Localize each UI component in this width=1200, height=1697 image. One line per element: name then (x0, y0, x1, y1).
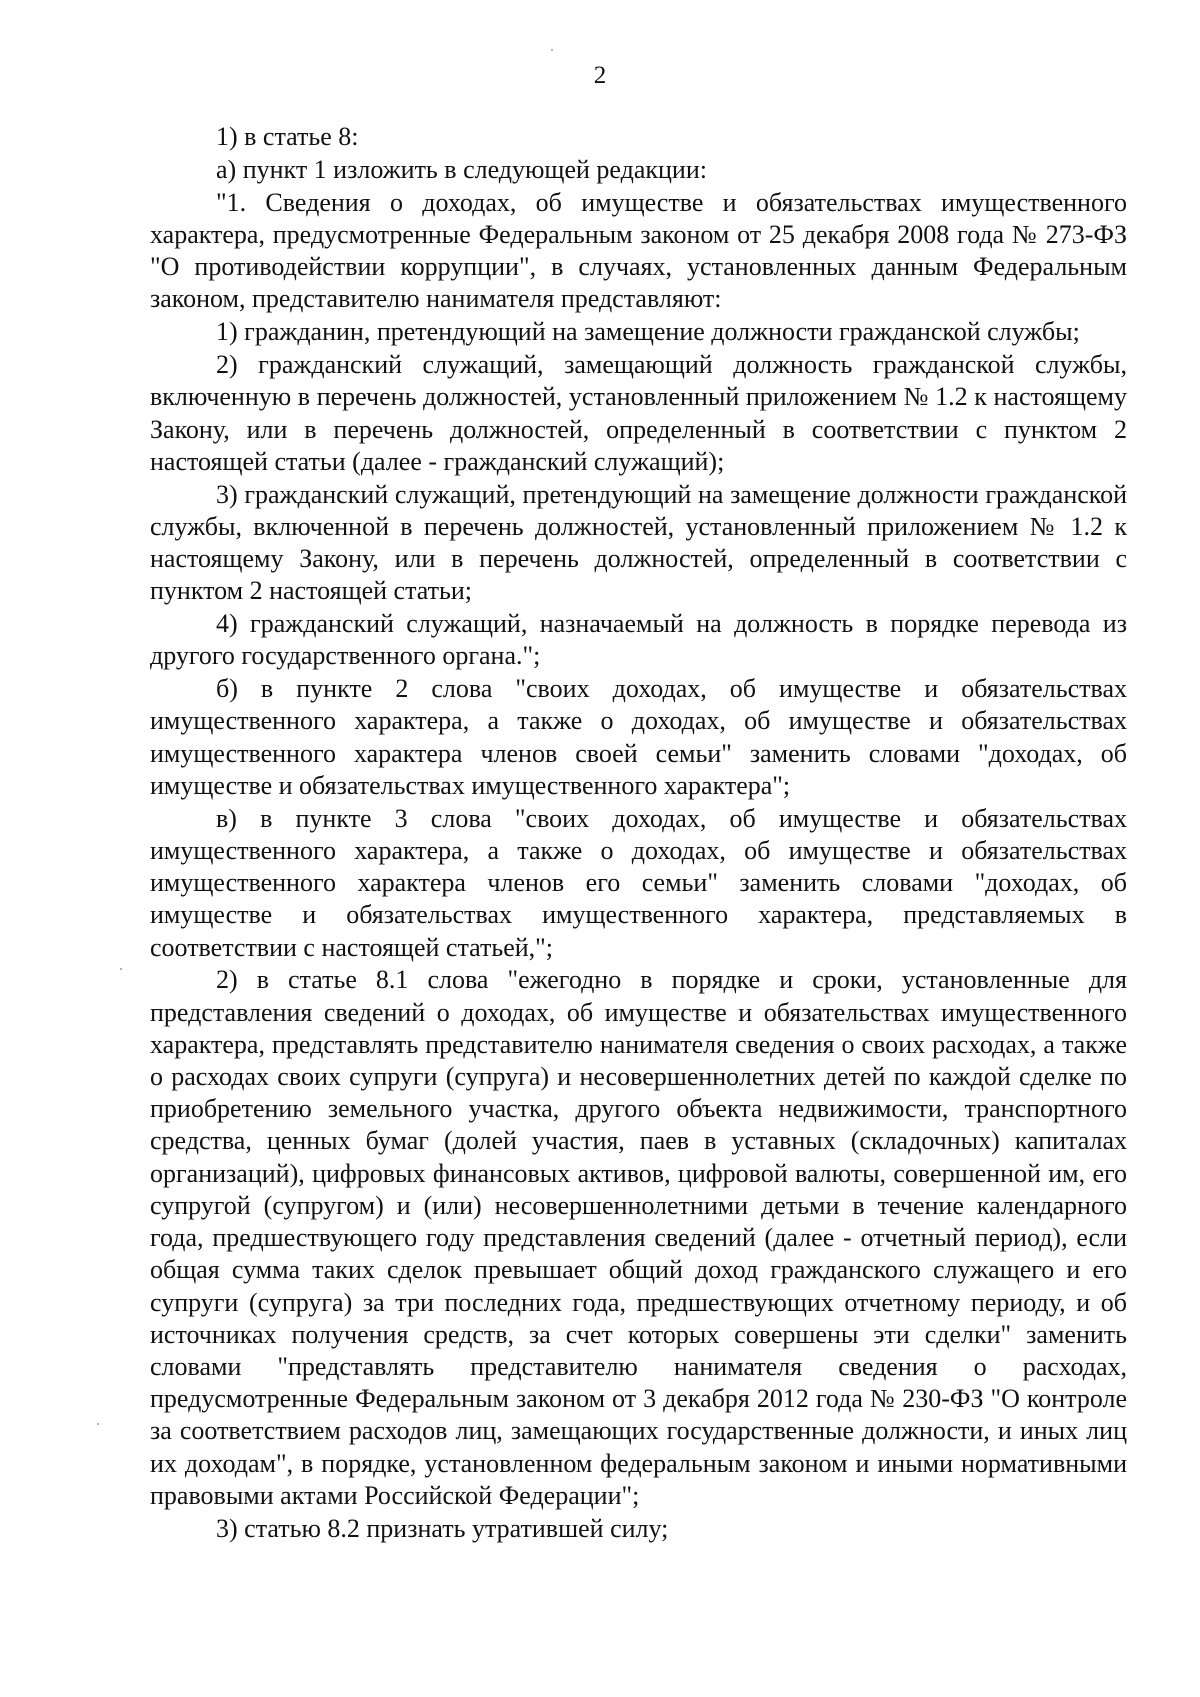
paragraph-subitem-2: 2) гражданский служащий, замещающий должность гражданской службы, включенную в перечень должностей, установленный приложением № 1.2 к настоящему Закону, или в перечень должностей, определенный в соответствии с пунктом 2 настоящей статьи (далее - гражданский служащий); (150, 350, 1127, 476)
paragraph-article-8-1: 2) в статье 8.1 слова "ежегодно в порядке и сроки, установленные для представления сведений о доходах, об имуществе и обязательствах имущественного характера, представлять представителю нанимателя сведения о своих расходах, а также о расходах своих супруги (супруга) и несовершеннолетних детей по каждой сделке по приобретению земельного участка, другого объекта недвижимости, транспортного средства, ценных бумаг (долей участия, паев в уставных (складочных) капиталах организаций), цифровых финансовых активов, цифровой валюты, совершенной им, его супругой (супругом) и (или) несовершеннолетними детьми в течение календарного года, предшествующего году представления сведений (далее - отчетный период), если общая сумма таких сделок превышает общий доход гражданского служащего и его супруги (супруга) за три последних года, предшествующих отчетному периоду, и об источниках получения средств, за счет которых совершены эти сделки" заменить словами "представлять представителю нанимателя сведения о расходах, предусмотренные Федеральным законом от 3 декабря 2012 года № 230-ФЗ "О контроле за соответствием расходов лиц, замещающих государственные должности, и иных лиц их доходам", в порядке, установленном федеральным законом и иными нормативными правовыми актами Российской Федерации"; (150, 965, 1127, 1510)
scan-speck (97, 1423, 99, 1425)
paragraph-item-b: б) в пункте 2 слова "своих доходах, об имуществе и обязательствах имущественного характера, а также о доходах, об имуществе и обязательствах имущественного характера членов своей семьи" заменить словами "доходах, об имуществе и обязательствах имущественного характера"; (150, 674, 1127, 800)
scan-speck (120, 968, 122, 970)
paragraph-subitem-1: 1) гражданин, претендующий на замещение должности гражданской службы; (216, 317, 1080, 347)
paragraph-subitem-4: 4) гражданский служащий, назначаемый на должность в порядке перевода из другого государственного органа."; (150, 609, 1127, 671)
paragraph-article-8-2: 3) статью 8.2 признать утратившей силу; (216, 1513, 669, 1543)
paragraph-item-v: в) в пункте 3 слова "своих доходах, об имуществе и обязательствах имущественного характера, а также о доходах, об имуществе и обязательствах имущественного характера членов его семьи" заменить словами "доходах, об имуществе и обязательствах имущественного характера, представляемых в соответствии с настоящей статьей,"; (150, 803, 1127, 962)
document-body (150, 121, 1127, 1545)
paragraph-item-a: а) пункт 1 изложить в следующей редакции: (216, 154, 707, 184)
scan-speck (551, 49, 553, 51)
paragraph-subitem-3: 3) гражданский служащий, претендующий на замещение должности гражданской службы, включенной в перечень должностей, установленный приложением № 1.2 к настоящему Закону, или в перечень должностей, определенный в соответствии с пунктом 2 настоящей статьи; (150, 479, 1127, 606)
page-number: 2 (593, 62, 607, 89)
paragraph-point-1-text: "1. Сведения о доходах, об имуществе и обязательствах имущественного характера, предусмотренные Федеральным законом от 25 декабря 2008 года № 273-ФЗ "О противодействии коррупции", в случаях, установленных данным Федеральным законом, представителю нанимателя представляют: (150, 187, 1127, 314)
paragraph-article-8-intro: 1) в статье 8: (216, 122, 359, 151)
